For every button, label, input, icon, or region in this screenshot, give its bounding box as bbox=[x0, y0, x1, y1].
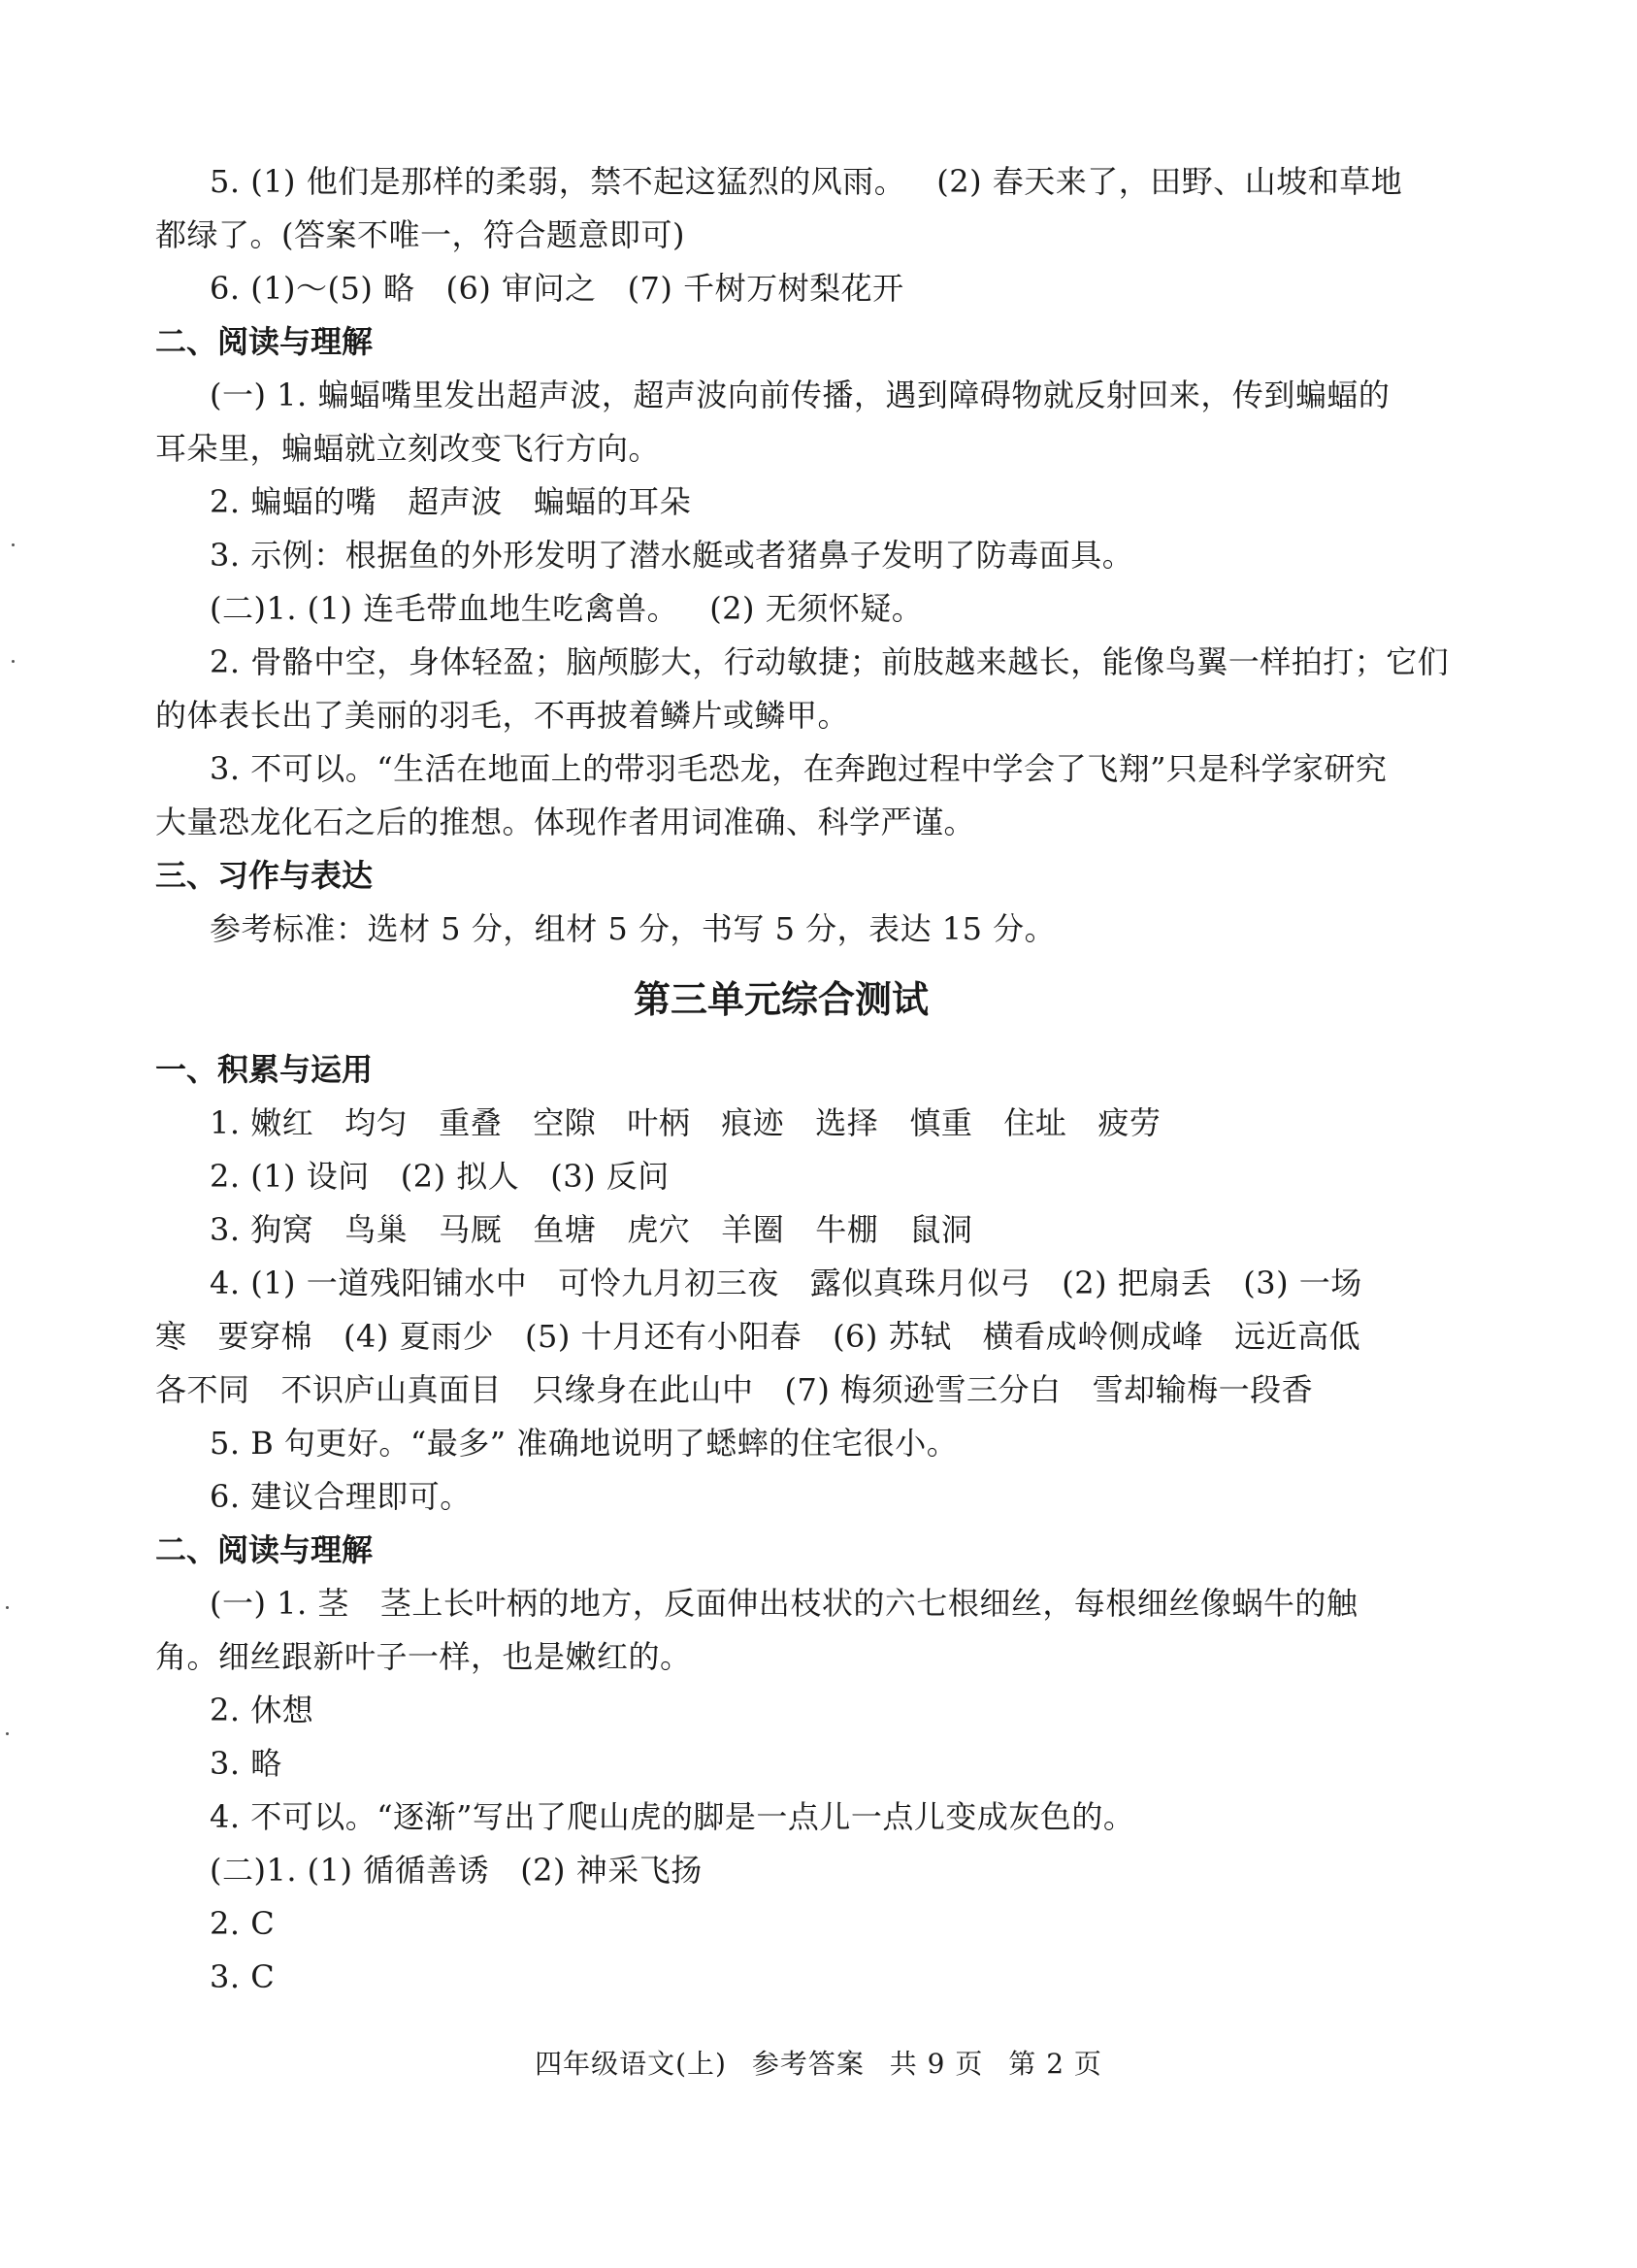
section-heading: 三、习作与表达 bbox=[155, 857, 374, 894]
scan-speck bbox=[6, 1732, 9, 1735]
answer-line: 6. (1)～(5) 略 (6) 审问之 (7) 千树万树梨花开 bbox=[210, 270, 904, 307]
answer-line: 参考标准：选材 5 分，组材 5 分，书写 5 分，表达 15 分。 bbox=[210, 910, 1057, 947]
scan-speck bbox=[12, 543, 15, 546]
answer-line: 4. 不可以。“逐渐”写出了爬山虎的脚是一点儿一点儿变成灰色的。 bbox=[210, 1798, 1135, 1835]
answer-line: 的体表长出了美丽的羽毛，不再披着鳞片或鳞甲。 bbox=[155, 697, 850, 734]
answer-line: 3. 狗窝 鸟巢 马厩 鱼塘 虎穴 羊圈 牛棚 鼠洞 bbox=[210, 1211, 973, 1248]
unit-title: 第三单元综合测试 bbox=[633, 977, 929, 1021]
section-heading: 一、积累与运用 bbox=[155, 1051, 374, 1088]
scan-speck bbox=[12, 660, 15, 663]
scan-speck bbox=[6, 1606, 9, 1609]
footer-subject: 四年级语文(上) bbox=[535, 2048, 727, 2080]
answer-line: 6. 建议合理即可。 bbox=[210, 1478, 472, 1515]
answer-line: 3. 不可以。“生活在地面上的带羽毛恐龙，在奔跑过程中学会了飞翔”只是科学家研究 bbox=[210, 750, 1388, 787]
answer-line: 2. C bbox=[210, 1905, 276, 1942]
answer-line: 寒 要穿棉 (4) 夏雨少 (5) 十月还有小阳春 (6) 苏轼 横看成岭侧成峰 远近高低 bbox=[155, 1318, 1361, 1355]
answer-line: 4. (1) 一道残阳铺水中 可怜九月初三夜 露似真珠月似弓 (2) 把扇丢 (3) 一场 bbox=[210, 1265, 1362, 1301]
answer-line: 3. 示例：根据鱼的外形发明了潜水艇或者猪鼻子发明了防毒面具。 bbox=[210, 537, 1134, 574]
answer-line: 都绿了。(答案不唯一，符合题意即可) bbox=[155, 216, 685, 253]
page-footer bbox=[0, 2043, 1637, 2082]
answer-page bbox=[155, 155, 1450, 2004]
answer-line: 5. (1) 他们是那样的柔弱，禁不起这猛烈的风雨。 (2) 春天来了，田野、山坡和草地 bbox=[210, 163, 1403, 200]
footer-label: 参考答案 bbox=[751, 2048, 865, 2080]
footer-page-number: 第 2 页 bbox=[1008, 2048, 1102, 2080]
answer-line: 大量恐龙化石之后的推想。体现作者用词准确、科学严谨。 bbox=[155, 804, 976, 840]
answer-line: (一) 1. 茎 茎上长叶柄的地方，反面伸出枝状的六七根细丝，每根细丝像蜗牛的触 bbox=[210, 1585, 1359, 1622]
answer-line: 2. 蝙蝠的嘴 超声波 蝙蝠的耳朵 bbox=[210, 483, 692, 520]
answer-line: 2. (1) 设问 (2) 拟人 (3) 反问 bbox=[210, 1158, 670, 1195]
footer-total-pages: 共 9 页 bbox=[889, 2048, 984, 2080]
answer-line: 3. 略 bbox=[210, 1745, 282, 1782]
answer-line: 2. 骨骼中空，身体轻盈；脑颅膨大，行动敏捷；前肢越来越长，能像鸟翼一样拍打；它们 bbox=[210, 643, 1450, 680]
answer-line: 角。细丝跟新叶子一样，也是嫩红的。 bbox=[155, 1638, 692, 1675]
answer-line: (二)1. (1) 循循善诱 (2) 神采飞扬 bbox=[210, 1852, 703, 1889]
answer-line: 1. 嫩红 均匀 重叠 空隙 叶柄 痕迹 选择 慎重 住址 疲劳 bbox=[210, 1104, 1162, 1141]
answer-line: 各不同 不识庐山真面目 只缘身在此山中 (7) 梅须逊雪三分白 雪却输梅一段香 bbox=[155, 1371, 1314, 1408]
section-heading: 二、阅读与理解 bbox=[155, 1531, 374, 1568]
answer-line: (一) 1. 蝙蝠嘴里发出超声波，超声波向前传播，遇到障碍物就反射回来，传到蝙蝠的 bbox=[210, 377, 1391, 413]
answer-line: (二)1. (1) 连毛带血地生吃禽兽。 (2) 无须怀疑。 bbox=[210, 590, 924, 627]
answer-line: 3. C bbox=[210, 1958, 276, 1995]
section-heading: 二、阅读与理解 bbox=[155, 323, 374, 360]
answer-line: 耳朵里，蝙蝠就立刻改变飞行方向。 bbox=[155, 430, 661, 467]
answer-line: 2. 休想 bbox=[210, 1692, 314, 1728]
answer-line: 5. B 句更好。“最多” 准确地说明了蟋蟀的住宅很小。 bbox=[210, 1425, 959, 1462]
